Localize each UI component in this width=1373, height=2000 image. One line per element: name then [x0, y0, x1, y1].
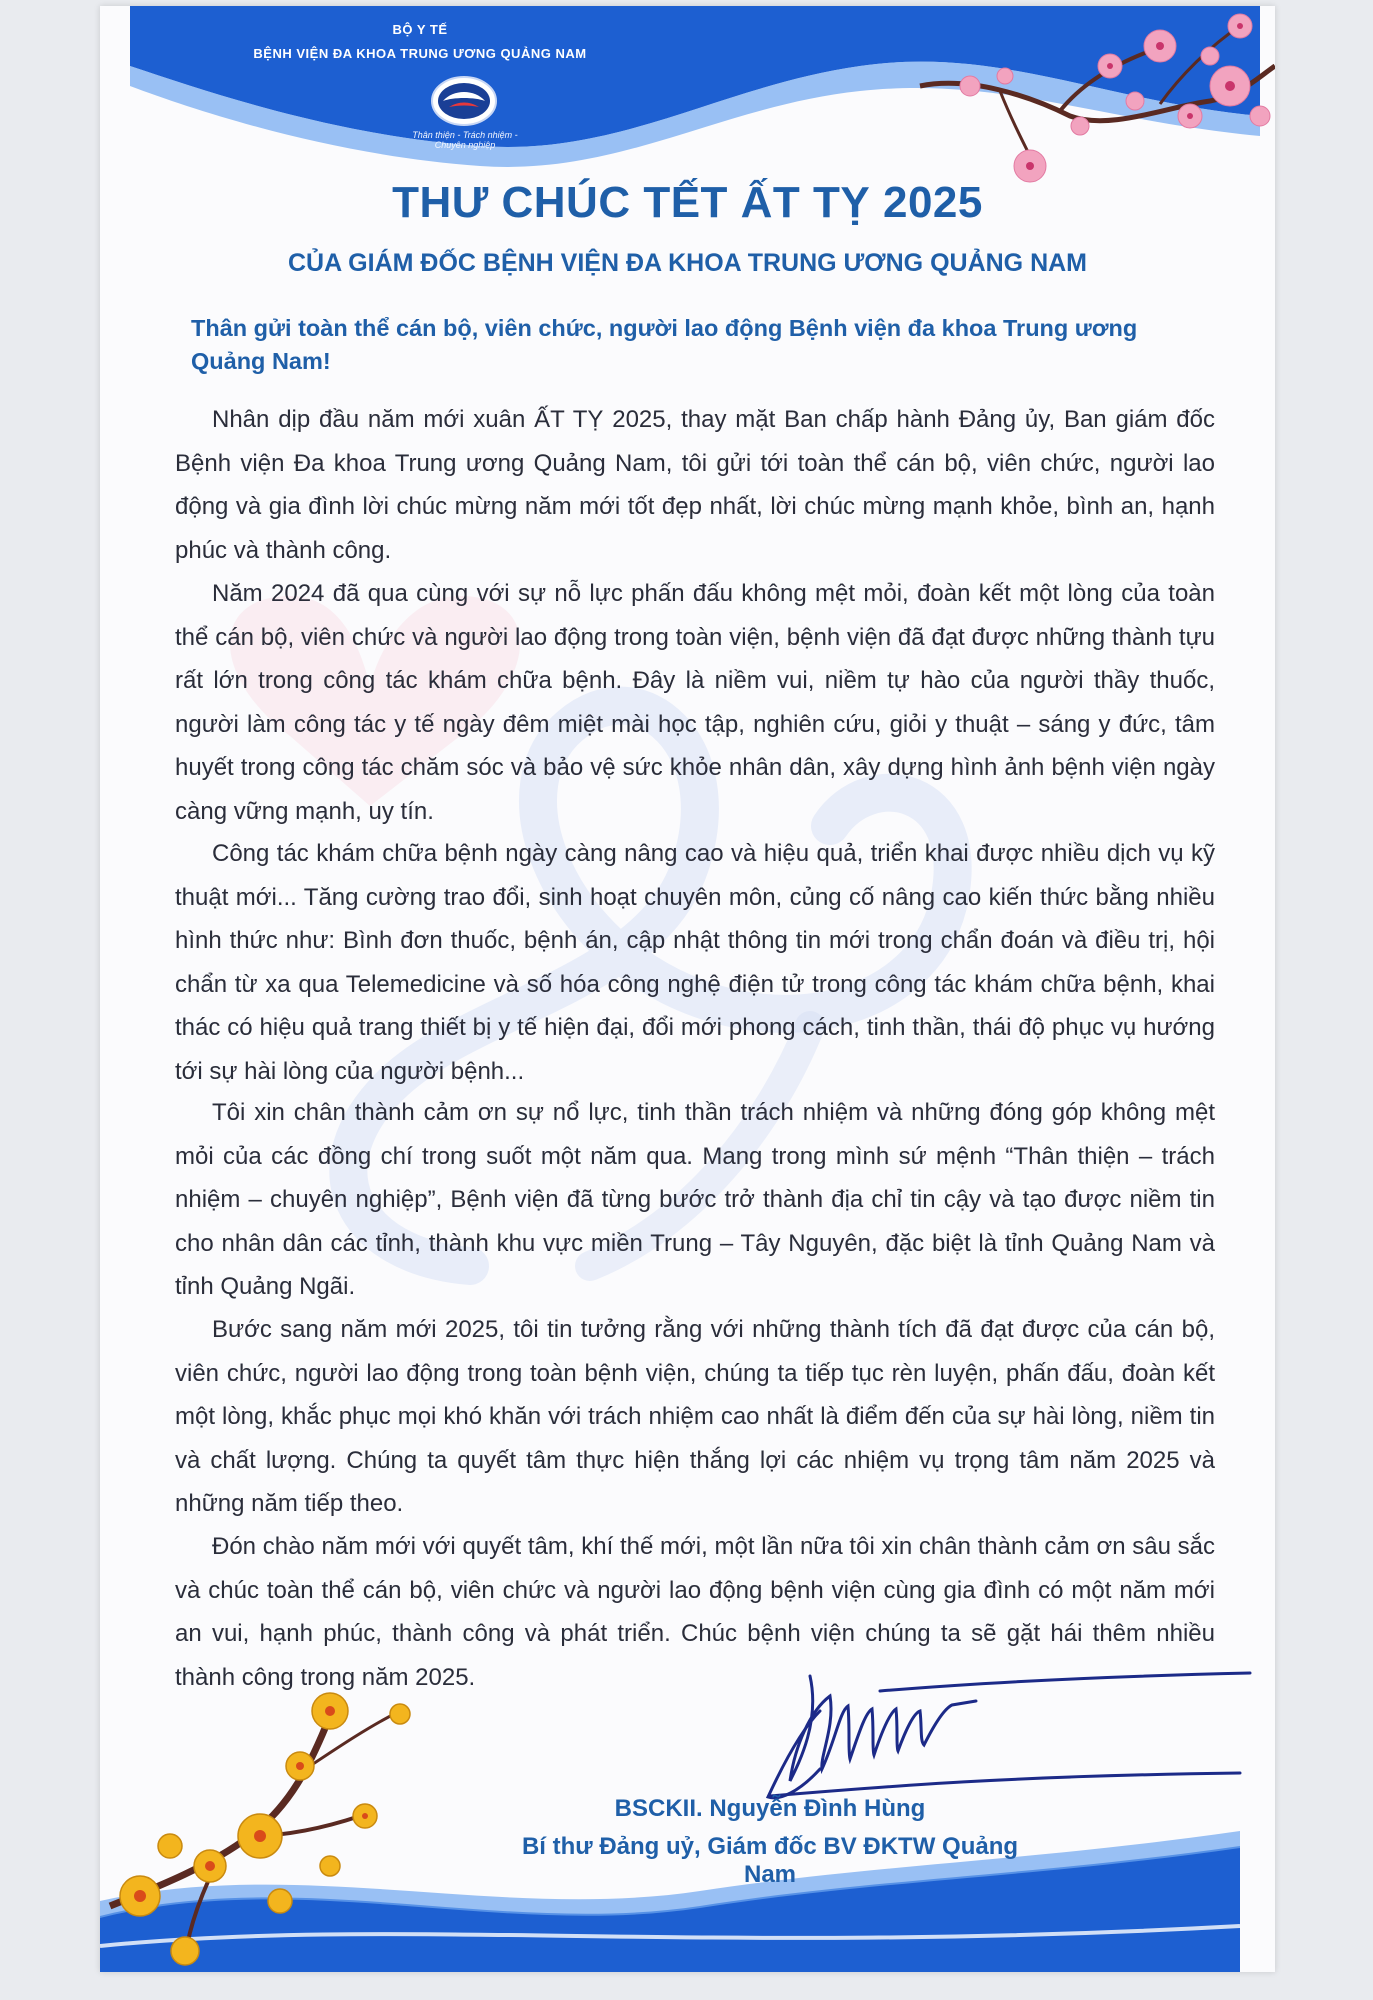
hospital-name: BỆNH VIỆN ĐA KHOA TRUNG ƯƠNG QUẢNG NAM: [253, 46, 587, 61]
hospital-motto: Thân thiện - Trách nhiệm - Chuyên nghiệp: [412, 130, 518, 150]
hospital-logo: [429, 71, 499, 131]
letter-paragraph: Năm 2024 đã qua cùng với sự nỗ lực phấn đấu không mệt mỏi, đoàn kết một lòng của toàn thể cán bộ, viên chức và người lao động trong toàn viện, bệnh viện đã đạt được những thành tựu rất lớn trong công tác khám chữa bệnh. Đây là niềm vui, niềm tự hào của người thầy thuốc, người làm công tác y tế ngày đêm miệt mài học tập, nghiên cứu, giỏi y thuật – sáng y đức, tâm huyết trong công tác chăm sóc và bảo vệ sức khỏe nhân dân, xây dựng hình ảnh bệnh viện ngày càng vững mạnh, uy tín.: [175, 580, 1215, 825]
signer-name: BSCKII. Nguyễn Đình Hùng: [614, 1795, 926, 1822]
letter-paragraph: Công tác khám chữa bệnh ngày càng nâng cao và hiệu quả, triển khai được nhiều dịch vụ kỹ thuật mới... Tăng cường trao đổi, sinh hoạt chuyên môn, củng cố nâng cao kiến thức bằng nhiều hình thức như: Bình đơn thuốc, bệnh án, cập nhật thông tin mới trong chẩn đoán và điều trị, hội chẩn từ xa qua Telemedicine và số hóa công nghệ điện tử trong công tác khám chữa bệnh, khai thác có hiệu quả trang thiết bị y tế hiện đại, đổi mới phong cách, tinh thần, thái độ phục vụ hướng tới sự hài lòng của người bệnh...: [175, 840, 1215, 1085]
letter-paragraph: Nhân dịp đầu năm mới xuân ẤT TỴ 2025, thay mặt Ban chấp hành Đảng ủy, Ban giám đốc Bệnh viện Đa khoa Trung ương Quảng Nam, tôi gửi tới toàn thể cán bộ, viên chức, người lao động và gia đình lời chúc mừng năm mới tốt đẹp nhất, lời chúc mừng mạnh khỏe, bình an, hạnh phúc và thành công.: [175, 406, 1215, 564]
handwritten-signature: [740, 1651, 1260, 1811]
cherry-blossom-branch-icon: [910, 6, 1275, 196]
letter-paragraph: Tôi xin chân thành cảm ơn sự nổ lực, tinh thần trách nhiệm và những đóng góp không mệt mỏi của các đồng chí trong suốt một năm qua. Mang trong mình sứ mệnh “Thân thiện – trách nhiệm – chuyên nghiệp”, Bệnh viện đã từng bước trở thành địa chỉ tin cậy và tạo được niềm tin cho nhân dân các tỉnh, thành khu vực miền Trung – Tây Nguyên, đặc biệt là tỉnh Quảng Nam và tỉnh Quảng Ngãi.: [175, 1099, 1215, 1300]
letter-title: THƯ CHÚC TẾT ẤT TỴ 2025: [392, 178, 983, 227]
letter-paragraph: Đón chào năm mới với quyết tâm, khí thế mới, một lần nữa tôi xin chân thành cảm ơn sâu sắc và chúc toàn thể cán bộ, viên chức và người lao động bệnh viện cùng gia đình có một năm mới an vui, hạnh phúc, thành công và phát triển. Chúc bệnh viện chúng ta sẽ gặt hái thêm nhiều thành công trong năm 2025.: [175, 1533, 1215, 1691]
signer-title: Bí thư Đảng uỷ, Giám đốc BV ĐKTW Quảng Nam: [521, 1833, 1019, 1888]
apricot-blossom-branch-icon: [100, 1666, 430, 1966]
letter-paragraph: Bước sang năm mới 2025, tôi tin tưởng rằng với những thành tích đã đạt được của cán bộ, viên chức, người lao động trong toàn bệnh viện, chúng ta tiếp tục rèn luyện, phấn đấu, đoàn kết một lòng, khắc phục mọi khó khăn với trách nhiệm cao nhất là điểm đến của sự hài lòng, niềm tin và chất lượng. Chúng ta quyết tâm thực hiện thắng lợi các nhiệm vụ trọng tâm năm 2025 và những năm tiếp theo.: [175, 1316, 1215, 1517]
letter-subtitle: CỦA GIÁM ĐỐC BỆNH VIỆN ĐA KHOA TRUNG ƯƠNG QUẢNG NAM: [288, 249, 1087, 277]
letter-greeting: Thân gửi toàn thể cán bộ, viên chức, người lao động Bệnh viện đa khoa Trung ương Quảng Nam!: [191, 315, 1138, 374]
ministry-name: BỘ Y TẾ: [392, 22, 448, 37]
letter-paper: [100, 6, 1275, 1972]
